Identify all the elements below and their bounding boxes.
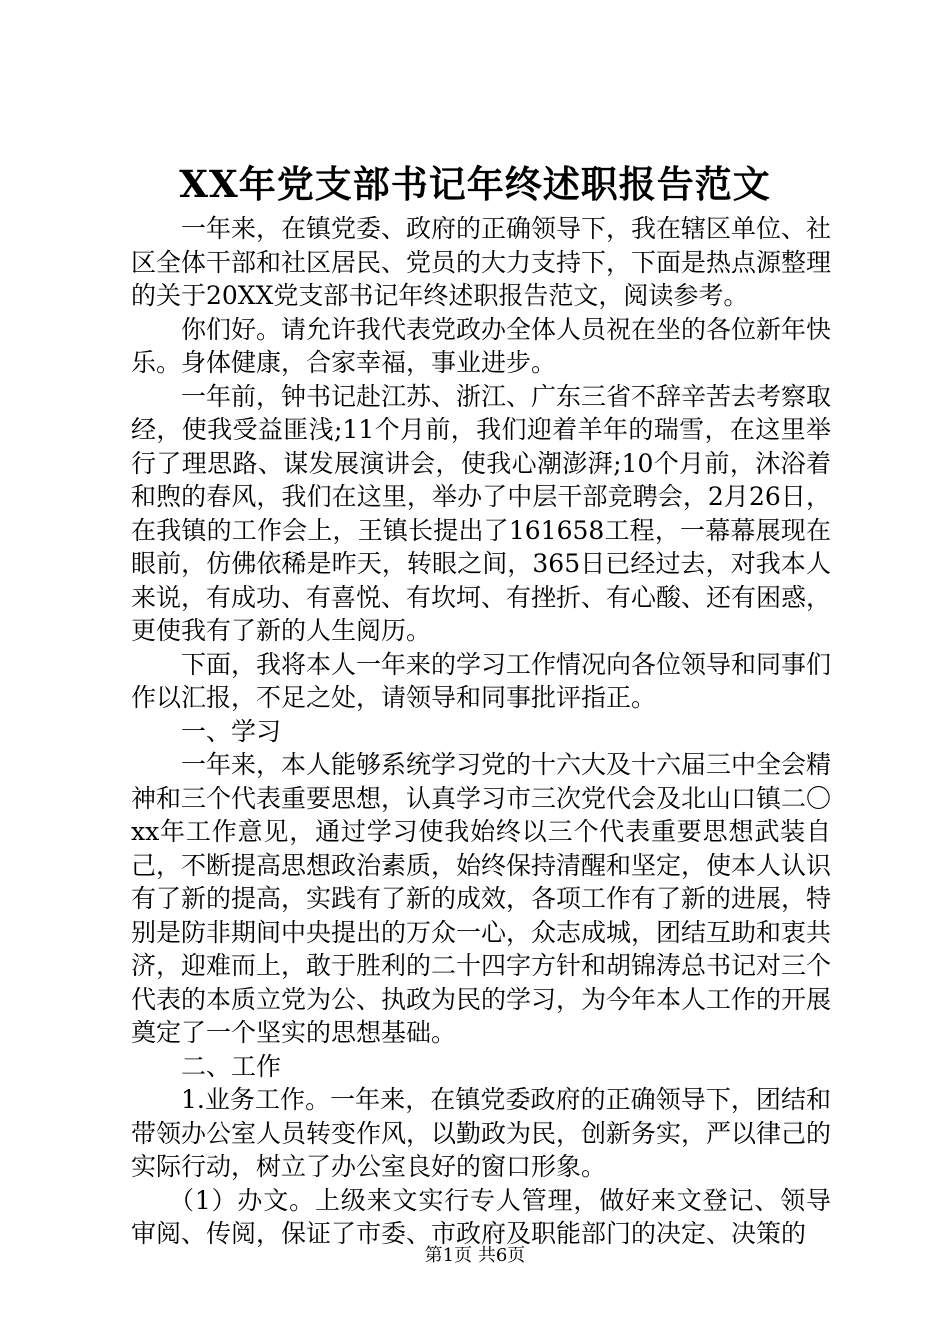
page-footer: 第1页 共6页	[424, 1245, 526, 1266]
paragraph-study: 一年来，本人能够系统学习党的十六大及十六届三中全会精神和三个代表重要思想，认真学习市三次党代会及北山口镇二〇xx年工作意见，通过学习使我始终以三个代表重要思想武装自己，不断提高思想政治素质，始终保持清醒和坚定，使本人认识有了新的提高，实践有了新的成效，各项工作有了新的进展，特别是防非期间中央提出的万众一心，众志成城，团结互助和衷共济，迎难而上，敢于胜利的二十四字方针和胡锦涛总书记对三个代表的本质立党为公、执政为民的学习，为今年本人工作的开展奠定了一个坚实的思想基础。	[131, 750, 832, 1047]
paragraph-intro: 一年来，在镇党委、政府的正确领导下，我在辖区单位、社区全体干部和社区居民、党员的大力支持下，下面是热点源整理的关于20XX党支部书记年终述职报告范文，阅读参考。	[131, 214, 832, 310]
document-title: XX年党支部书记年终述职报告范文	[179, 162, 771, 206]
paragraph-business-work: 1.业务工作。一年来，在镇党委政府的正确领导下，团结和带领办公室人员转变作风，以勤政为民，创新务实，严以律己的实际行动，树立了办公室良好的窗口形象。	[131, 1085, 832, 1181]
paragraph-document-handling: （1）办文。上级来文实行专人管理，做好来文登记、领导审阅、传阅，保证了市委、市政府及职能部门的决定、决策的	[131, 1185, 831, 1248]
document-body	[131, 212, 831, 1251]
paragraph-review: 一年前，钟书记赴江苏、浙江、广东三省不辞辛苦去考察取经，使我受益匪浅;11个月前，我们迎着羊年的瑞雪，在这里举行了理思路、谋发展演讲会，使我心潮澎湃;10个月前，沐浴着和煦的春风，我们在这里，举办了中层干部竞聘会，2月26日，在我镇的工作会上，王镇长提出了161658工程，一幕幕展现在眼前，仿佛依稀是昨天，转眼之间，365日已经过去，对我本人来说，有成功、有喜悦、有坎坷、有挫折、有心酸、还有困惑，更使我有了新的人生阅历。	[131, 381, 832, 645]
section-heading-study: 一、学习	[181, 716, 282, 746]
paragraph-report-intro: 下面，我将本人一年来的学习工作情况向各位领导和同事们作以汇报，不足之处，请领导和同事批评指正。	[131, 649, 832, 712]
section-heading-work: 二、工作	[181, 1051, 282, 1081]
paragraph-greeting: 你们好。请允许我代表党政办全体人员祝在坐的各位新年快乐。身体健康，合家幸福，事业进步。	[131, 314, 832, 377]
